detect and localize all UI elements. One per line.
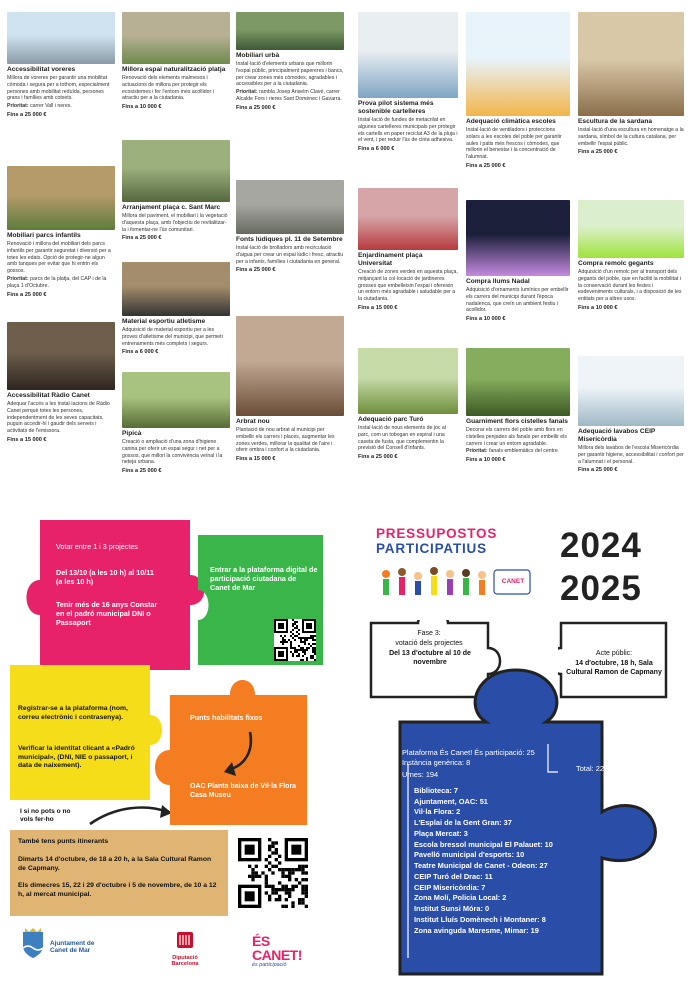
project-card bbox=[122, 12, 230, 112]
project-title: Guarniment flors cistelles fanals bbox=[466, 418, 568, 425]
project-card bbox=[122, 140, 230, 243]
project-description: Renovació dels elements malmesos i actuacions de millora per protegir els ecosistemes i fer l'entorn més acollidor i atractiu per a la ciutadania. bbox=[122, 74, 214, 102]
project-card bbox=[466, 200, 570, 324]
blue-puzzle-piece bbox=[396, 662, 680, 980]
green-puzzle-piece bbox=[198, 535, 328, 670]
project-photo bbox=[122, 12, 230, 64]
project-photo bbox=[122, 262, 230, 316]
escanet-subtitle: és participació bbox=[252, 962, 287, 968]
project-title: Prova pilot sistema més sostenible cartelleres bbox=[358, 100, 434, 115]
project-photo bbox=[466, 200, 570, 276]
phase-label: Fase 3: bbox=[417, 630, 441, 637]
verify-instruction: Verificar la identitat clicant a «Padró municipal», (DNI, NIE o passaport, i data de naixement). bbox=[18, 745, 135, 770]
project-price: Fins a 15 000 € bbox=[7, 437, 47, 444]
project-photo bbox=[7, 12, 115, 64]
project-title: Mobiliari parcs infantils bbox=[7, 232, 81, 239]
project-card bbox=[7, 166, 115, 299]
diputacio-name: Diputació Barcelona bbox=[171, 955, 199, 968]
project-price: Fins a 25 000 € bbox=[7, 291, 47, 298]
yellow-puzzle-piece bbox=[10, 665, 160, 800]
year-2025: 2025 bbox=[560, 569, 642, 608]
people-illustration bbox=[376, 564, 534, 602]
project-priority bbox=[466, 448, 570, 455]
project-photo bbox=[236, 316, 344, 416]
project-price: Fins a 25 000 € bbox=[122, 468, 162, 475]
project-photo bbox=[358, 188, 458, 250]
project-title: Accessibilitat voreres bbox=[7, 66, 76, 73]
project-description: Creació de zones verdes en aquesta plaça, mitjançant la col·locació de jardineres grosses que embelleixin l'espai i ofereixin un entorn més agradable i saludable per a la ciutadania. bbox=[358, 268, 458, 303]
project-photo bbox=[7, 322, 115, 390]
result-item: L'Esplai de la Gent Gran: 37 bbox=[414, 818, 512, 828]
project-title: Adequació parc Turó bbox=[358, 416, 424, 423]
project-photo bbox=[578, 12, 684, 116]
results-list bbox=[414, 786, 604, 936]
year-2024: 2024 bbox=[560, 526, 642, 565]
project-description: Adquisició d'ornaments lumínics per embellir els carrers del municipi durant l'època nadalenca, que creïn un ambient festiu i acollidor. bbox=[466, 286, 569, 314]
project-description: Decorar els carrers del poble amb flors en cistelles penjades als fanals per embellir els carrers i crear un entorn agradable. bbox=[466, 426, 567, 447]
phase-dates: Del 13 d'octubre al 10 de novembre bbox=[389, 650, 471, 666]
project-card bbox=[122, 262, 230, 357]
project-photo bbox=[466, 12, 570, 116]
project-title: Arranjament plaça c. Sant Marc bbox=[122, 204, 221, 211]
project-description: Instal·lació de brolladors amb recirculació d'aigua per crear un espai lúdic i fresc, atractiu per a infants, famílies i ciutadania en general. bbox=[236, 244, 344, 265]
project-price: Fins a 10 000 € bbox=[578, 305, 618, 312]
result-item: Plaça Mercat: 3 bbox=[414, 828, 468, 838]
project-title: Mobiliari urbà bbox=[236, 52, 280, 59]
escanet-wordmark: ÉS CANET! bbox=[252, 933, 302, 963]
project-card bbox=[578, 12, 684, 157]
project-description: Instal·lació de fundes de metacrilat en algunes cartelleres municipals per protegir els cartells en paper reciclat A3 de la pluja i el vent, i per reduir l'ús de cinta adhesiva. bbox=[358, 116, 458, 144]
project-card bbox=[466, 348, 570, 465]
project-price: Fins a 25 000 € bbox=[578, 467, 618, 474]
pp-line2: PARTICIPATIUS bbox=[376, 541, 487, 556]
project-card bbox=[236, 316, 344, 464]
priority-text: carrer Vall i neres. bbox=[30, 103, 72, 110]
result-item: Zona Molí, Policia Local: 2 bbox=[414, 893, 507, 903]
project-photo bbox=[358, 12, 458, 98]
result-item: CEIP Turó del Drac: 11 bbox=[414, 871, 493, 881]
project-price: Fins a 25 000 € bbox=[7, 112, 47, 119]
result-total: Total: 227 bbox=[576, 764, 609, 773]
priority-text: parcs de la platja, del CAP i de la plaça 1 d'Octubre. bbox=[7, 276, 107, 290]
project-price: Fins a 25 000 € bbox=[578, 149, 618, 156]
result-instance: Instància genèrica: 8 bbox=[402, 758, 471, 767]
project-photo bbox=[122, 372, 230, 428]
priority-text: rambla Josep Anselm Clavé, carrer Alcalde Fors i rieres Sant Domènec i Gavarra. bbox=[236, 89, 342, 103]
project-card bbox=[7, 12, 115, 120]
diputacio-logo bbox=[160, 932, 210, 972]
project-title: Accessibilitat Ràdio Canet bbox=[7, 392, 90, 399]
project-title: Pipicà bbox=[122, 430, 142, 437]
project-priority bbox=[7, 103, 115, 110]
itinerant-points-box bbox=[10, 830, 228, 916]
result-item: CEIP Misericòrdia: 7 bbox=[414, 882, 486, 892]
project-description: Instal·lació d'elements urbans que millorin l'espai públic, principalment papereres i bancs, per crear zones més còmodes, agradables i accessibles per a la ciutadania. bbox=[236, 60, 344, 88]
pp-badge: CANET bbox=[501, 578, 525, 585]
project-title: Arbrat nou bbox=[236, 418, 270, 425]
qr-code-platform[interactable] bbox=[274, 619, 316, 661]
orange-puzzle-piece bbox=[145, 665, 310, 830]
project-photo bbox=[358, 348, 458, 414]
qr-code-itinerant[interactable] bbox=[238, 838, 308, 908]
project-price: Fins a 25 000 € bbox=[236, 267, 276, 274]
project-title: Adequació climàtica escoles bbox=[466, 118, 556, 125]
project-description: Creació o ampliació d'una zona d'higiene canina per oferir un espai segur i net per a gossos, que millori la convivència veïnal i la neteja urbana. bbox=[122, 438, 223, 466]
project-price: Fins a 25 000 € bbox=[236, 105, 276, 112]
project-price: Fins a 15 000 € bbox=[236, 456, 276, 463]
project-photo bbox=[236, 180, 344, 234]
project-card bbox=[358, 12, 458, 154]
project-title: Material esportiu atletisme bbox=[122, 318, 206, 325]
itinerant-item-2: Els dimecres 15, 22 i 29 d'octubre i 5 de novembre, de 10 a 12 h, al mercat municipal. bbox=[18, 882, 217, 898]
project-title: Adequació lavabos CEIP Misericòrdia bbox=[578, 428, 656, 443]
project-card bbox=[358, 348, 458, 462]
vote-dates: Del 13/10 (a les 10 h) al 10/11 (a les 10 h) bbox=[56, 568, 154, 587]
priority-label: Prioritat: bbox=[466, 448, 488, 455]
project-title: Fonts lúdiques pl. 11 de Setembre bbox=[236, 236, 343, 243]
project-title: Compra llums Nadal bbox=[466, 278, 530, 285]
platform-instruction: Entrar a la plataforma digital de participació ciutadana de Canet de Mar bbox=[210, 565, 318, 593]
fixed-points-list: OAC Planta baixa de Vil·la Flora Casa Museu bbox=[190, 783, 297, 799]
result-platform: Plataforma És Canet! És participació: 25 bbox=[402, 748, 535, 757]
itinerant-title: També tens punts itinerants bbox=[18, 838, 109, 845]
result-item: Institut Lluís Domènech i Montaner: 8 bbox=[414, 914, 546, 924]
project-photo bbox=[578, 200, 684, 258]
result-item: Ajuntament, OAC: 51 bbox=[414, 796, 488, 806]
act-text: 14 d'octubre, 18 h, Sala Cultural Ramon de Capmany bbox=[566, 660, 662, 676]
result-urnes: Urnes: 194 bbox=[402, 770, 439, 779]
project-photo bbox=[122, 140, 230, 202]
priority-label: Prioritat: bbox=[7, 103, 29, 110]
project-price: Fins a 6 000 € bbox=[122, 349, 159, 356]
project-priority bbox=[7, 276, 115, 290]
project-card bbox=[578, 200, 684, 313]
project-price: Fins a 25 000 € bbox=[122, 235, 162, 242]
project-price: Fins a 25 000 € bbox=[358, 454, 398, 461]
project-title: Enjardinament plaça Universitat bbox=[358, 252, 423, 267]
project-card bbox=[122, 372, 230, 476]
project-price: Fins a 15 000 € bbox=[358, 305, 398, 312]
project-photo bbox=[7, 166, 115, 230]
vote-requirements: Tenir més de 16 anys Constar en el padró municipal DNI o Passaport bbox=[56, 600, 158, 628]
project-card bbox=[7, 322, 115, 445]
project-description: Renovació i millora del mobiliari dels parcs infantils per garantir seguretat i diversió per a totes les edats. Opció de protegir-ne algun amb tanques per evitar que hi entrin els gossos. bbox=[7, 240, 111, 275]
result-item: Institut Sunsi Móra: 0 bbox=[414, 904, 490, 914]
project-card bbox=[236, 180, 344, 275]
project-card bbox=[578, 356, 684, 475]
project-description: Adequar l'accés a les instal·lacions de Ràdio Canet perquè totes les persones, independentment de les seves capacitats, puguin accedir-hi i gaudir dels serveis i activitats de l'emissora. bbox=[7, 400, 110, 435]
project-price: Fins a 10 000 € bbox=[466, 316, 506, 323]
project-photo bbox=[236, 12, 344, 50]
project-price: Fins a 10 000 € bbox=[466, 457, 506, 464]
project-price: Fins a 10 000 € bbox=[122, 104, 162, 111]
priority-label: Prioritat: bbox=[236, 89, 258, 96]
pp-logo bbox=[376, 526, 534, 604]
project-card bbox=[466, 12, 570, 171]
project-description: Millora del paviment, el mobiliari i la vegetació d'aquesta plaça, amb l'objectiu de revitalitzar-la i fomentar-ne l'ús comunitari. bbox=[122, 212, 228, 233]
qr-pattern bbox=[238, 838, 308, 908]
project-photo bbox=[466, 348, 570, 416]
project-title: Escultura de la sardana bbox=[578, 118, 653, 125]
project-price: Fins a 6 000 € bbox=[358, 146, 395, 153]
project-description: Millora dels lavabos de l'escola Misericòrdia per garantir higiene, accessibilitat i confort per a l'alumnat i el personal. bbox=[578, 444, 684, 465]
act-label: Acte públic: bbox=[595, 650, 633, 657]
vote-instruction: Votar entre 1 i 3 projectes bbox=[56, 542, 138, 551]
project-description: Instal·lació d'una escultura en homenatge a la sardana, símbol de la cultura catalana, per embellir l'espai públic. bbox=[578, 126, 684, 147]
result-item: Teatre Municipal de Canet - Odeon: 27 bbox=[414, 861, 548, 871]
ajuntament-logo bbox=[20, 928, 110, 968]
result-item: Zona avinguda Maresme, Mimar: 19 bbox=[414, 925, 539, 935]
priority-text: fanals emblemàtics del centre. bbox=[489, 448, 560, 455]
priority-label: Prioritat: bbox=[7, 276, 29, 283]
phase-text: votació dels projectes bbox=[395, 640, 463, 647]
escanet-logo bbox=[252, 926, 320, 968]
project-photo bbox=[578, 356, 684, 426]
result-item: Pavelló municipal d'esports: 10 bbox=[414, 850, 525, 860]
project-title: Millora espai naturalització platja bbox=[122, 66, 226, 73]
pp-line1: PRESSUPOSTOS bbox=[376, 526, 498, 541]
result-item: Escola bressol municipal El Palauet: 10 bbox=[414, 839, 553, 849]
result-item: Vil·la Flora: 2 bbox=[414, 807, 461, 817]
itinerant-item-1: Dimarts 14 d'octubre, de 18 a 20 h, a la Sala Cultural Ramon de Capmany. bbox=[18, 856, 212, 872]
project-description: Millora de voreres per garantir una mobilitat còmoda i segura per a tothom, especialment persones amb mobilitat reduïda, persones grans i famílies amb cotxets. bbox=[7, 74, 110, 102]
project-priority bbox=[236, 89, 344, 103]
qr-pattern bbox=[274, 619, 316, 661]
project-description: Adquisició de material esportiu per a les proves d'atletisme del municipi, que permeti entrenaments més complets i segurs. bbox=[122, 326, 223, 347]
pink-puzzle-piece bbox=[10, 520, 210, 670]
project-title: Compra remolc gegants bbox=[578, 260, 654, 267]
fixed-points-title: Punts habilitats fixos bbox=[190, 713, 263, 722]
project-description: Plantació de nou arbrat al municipi per embellir els carrers i places, augmentar les zones verdes, millorar la qualitat de l'aire i oferir ombra i confort a la ciutadania. bbox=[236, 426, 335, 454]
alternative-note: I si no pots o no vols fer-ho bbox=[20, 808, 71, 824]
result-item: Biblioteca: 7 bbox=[414, 786, 458, 795]
project-price: Fins a 25 000 € bbox=[466, 163, 506, 170]
project-description: Instal·lació de ventiladors i proteccions solars a les escoles del poble per garantir aules i patis més frescos i còmodes, que millorin el benestar i la concentració de l'alumnat. bbox=[466, 126, 562, 161]
project-card bbox=[358, 188, 458, 312]
project-description: Instal·lació de nous elements de joc al parc, com un tobogan en espiral i una caseta de fusta, que complementin la previsió del Consell d'Infants. bbox=[358, 424, 446, 452]
project-description: Adquisició d'un remolc per al transport dels gegants del poble, que en faciliti la mobilitat i la conservació durant les festes i esdeveniments culturals, i a disposició de les entitats per a altres usos. bbox=[578, 268, 682, 303]
project-card bbox=[236, 12, 344, 112]
register-instruction: Registrar-se a la plataforma (nom, correu electrònic i contrasenya). bbox=[18, 705, 128, 721]
ajuntament-name: Ajuntament de Canet de Mar bbox=[50, 940, 95, 955]
